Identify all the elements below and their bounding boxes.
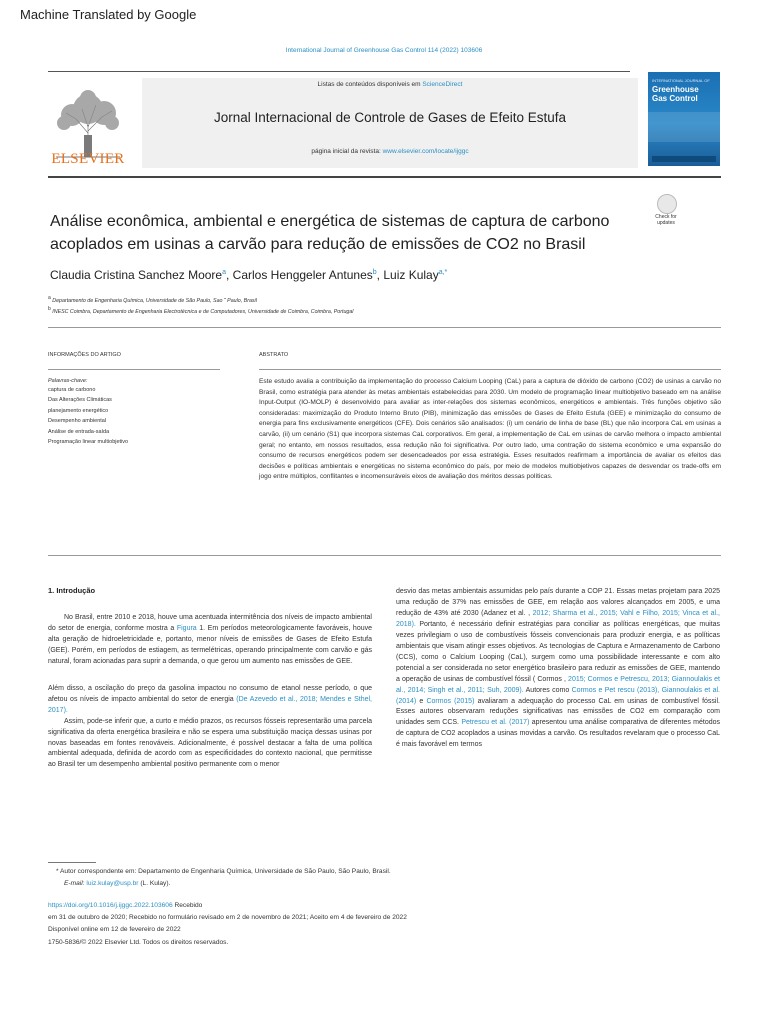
abstract-bottom-rule (48, 555, 721, 556)
email-link[interactable]: luiz.kulay@usp.br (86, 880, 139, 887)
author-affil-sup[interactable]: a (222, 269, 226, 276)
article-title: Análise econômica, ambiental e energética de sistemas de captura de carbono acoplados em usinas a carvão para redução de emissões de CO2 no Brasil (50, 213, 610, 253)
doi-line (48, 902, 202, 909)
keyword-item: Desempenho ambiental (48, 418, 107, 424)
affiliation-text: Departamento de Engenharia Química, Universidade de São Paulo, Sao ˜ Paulo, Brasil (52, 297, 257, 304)
copyright-line: 1750-5836/© 2022 Elsevier Ltd. Todos os direitos reservados. (48, 939, 229, 946)
abstract-label: ABSTRATO (259, 352, 289, 358)
abstract-text: Este estudo avalia a contribuição da implementação do processo Calcium Looping (CaL) para a captura de dióxido de carbono (CO2) de usinas a carvão no Brasil, como estratégia para atender às metas ambientais estabelecidas para 2030. Um modelo de programação linear multiobjetivo baseado em na análise Input-Output (IO-MOLP) é desenvolvido para avaliar as inter-relações dos sistemas econômicos, energéticos e ambientais. Três funções objetivo são consideradas: maximização do Produto Interno Bruto (PIB), minimização das emissões de Gases de Efeito Estufa (GEE) e minimização do consumo de energia para fins exclusivamente energéticos (CFE). Dois cenários são analisados: (i) um cenário de linha de base (BL) que não incorpora CaL em usinas a carvão, (ii) um cenário (S1) que incorpora sistemas CaL corporativos. Em geral, a implementação de CaL em usinas de carvão melhora o impacto ambiental geral; no entanto, em nossos resultados, essa redução não foi significativa. Por outro lado, uma contração do sistema econômico e uma expansão do consumo de recursos energéticos podem ser desencadeados por essa estratégia. Esses resultados reafirmam a importância de avaliar os efeitos das decisões e políticas ambientais e energéticas no sistema econômico do país, por meio de modelos multiobjetivos capazes de desvendar os trade-offs em jogo entre múltiplos, conflitantes e incomensuráveis eixos de avaliação dos méritos dessas políticas. (259, 378, 721, 481)
keyword-item: captura de carbono (48, 387, 96, 393)
keywords-label: Palavras-chave: (48, 378, 88, 384)
author-name[interactable]: Claudia Cristina Sanchez Moore (50, 268, 223, 282)
paragraph-text: No Brasil, entre 2010 e 2018, houve uma acentuada intermitência dos níveis de impacto ambiental do setor de energia, conforme mostra a (48, 614, 372, 632)
author-affil-sup[interactable]: b (372, 269, 377, 276)
doi-suffix: Recebido (172, 902, 203, 909)
citation-link[interactable]: Cormos (2015) (426, 697, 475, 705)
affiliation-rule (48, 327, 721, 328)
elsevier-wordmark: ELSEVIER (51, 151, 125, 167)
paragraph-text: Autores como (523, 686, 572, 694)
header-top-rule (48, 71, 630, 72)
cover-footer-band (652, 156, 716, 162)
paragraph-text: apresentou uma análise comparativa de diferentes métodos de captura de CO2 acoplados a usinas movidas a carvão. Os resultados revelaram que o processo CaL é mais favorável em termos (396, 719, 720, 749)
intro-paragraph-2 (48, 684, 372, 717)
affiliation-sup: b (48, 306, 51, 312)
header-bottom-rule (48, 176, 721, 178)
check-updates-line1: Check for (655, 214, 677, 220)
affiliation-sup: a (48, 295, 51, 301)
keyword-item: planejamento energético (48, 408, 109, 414)
contents-prefix: Listas de conteúdos disponíveis em (317, 81, 423, 88)
sciencedirect-link[interactable]: ScienceDirect (422, 81, 463, 88)
author-name[interactable]: Luiz Kulay (383, 268, 439, 282)
article-info-rule (48, 369, 220, 370)
cover-title: Greenhouse Gas Control (652, 85, 699, 103)
available-online-line: Disponível online em 12 de fevereiro de 2022 (48, 926, 181, 933)
citation-link[interactable]: 2012; Sharma et al., 2015; Vahl e Filho, 2015; Vinca et al., 2018). (396, 609, 720, 628)
keyword-item: Das Alterações Climáticas (48, 397, 112, 403)
keyword-item: Análise de entrada-saída (48, 429, 110, 435)
journal-name: Jornal Internacional de Controle de Gases de Efeito Estufa (214, 110, 566, 125)
email-line (64, 880, 170, 887)
email-suffix: (L. Kulay). (138, 880, 171, 887)
paragraph-text: e (416, 697, 427, 705)
machine-translated-banner: Machine Translated by Google (20, 7, 197, 22)
email-label: E-mail: (64, 880, 87, 887)
citation-link[interactable]: 2015; Cormos e Petrescu, 2013; Giannoulakis et al., 2014; Singh et al., 2011; Suh, 2009). (396, 675, 720, 694)
article-info-label: INFORMAÇÕES DO ARTIGO (48, 352, 121, 358)
journal-reference-link[interactable]: International Journal of Greenhouse Gas Control 114 (2022) 103606 (285, 47, 483, 54)
intro-paragraph-3: Assim, pode-se inferir que, a curto e médio prazos, os recursos fósseis representarão uma parcela significativa da oferta energética brasileira e não se espera uma substituição maciça dessas usinas por novas baseadas em fontes renováveis. Adicionalmente, é possível destacar a falta de uma política ambiental adequada, definida de acordo com as especificidades do contexto nacional, que permitisse ao Brasil ter um desempenho ambiental positivo permanente com o menor (48, 717, 372, 769)
check-updates-line2: updates (657, 220, 675, 226)
cover-band (648, 112, 720, 142)
keyword-item: Programação linear multiobjetivo (48, 439, 129, 445)
paragraph-text: desvio das metas ambientais assumidas pelo país durante a COP 21. Essas metas projetam para 2025 uma redução de 37% nas emissões de GEE, em relação aos valores alcançados em 2005, e uma redução de 43% até 2030 (Adanez et al. , (396, 588, 720, 617)
affiliation-b (48, 306, 353, 315)
check-for-updates-badge[interactable] (648, 192, 684, 232)
footnote-rule (48, 862, 96, 863)
journal-cover-image (648, 72, 720, 166)
section-heading-introduction: 1. Introdução (48, 586, 96, 595)
affiliation-text: INESC Coimbra, Departamento de Engenharia Electrotécnica e de Computadores, Universidade de Coimbra, Coimbra, Portugal (52, 308, 354, 315)
intro-right-column (396, 587, 720, 751)
cover-top-text: INTERNATIONAL JOURNAL OF (652, 78, 710, 83)
author-list: Claudia Cristina Sanchez Moore$^a$, Carlos Henggeler Antunes$^b$, Luiz Kulay$^{a,*}$ (50, 268, 448, 282)
journal-homepage-line (142, 148, 638, 155)
paragraph-text: Portanto, é necessário definir estratégias para conciliar as políticas energéticas, que muitas vezes privilegiam o uso de combustíveis fósseis convencionais para produzir energia, e as políticas ambientais que visam atingir esses objetivos. As tecnologias de Captura e Armazenamento de Carbono (CCS), como o Calcium Looping (CaL), surgem como uma possibilidade interessante e com alto potencial a ser considerada no setor energético brasileiro para reduzir as emissões de GEE, mantendo a operação de usinas de combustível fóssil ( Cormos , (396, 620, 720, 683)
intro-paragraph-1 (48, 613, 372, 668)
doi-link[interactable]: https://doi.org/10.1016/j.ijggc.2022.103606 (48, 902, 173, 909)
author-affil-sup[interactable]: a,* (438, 269, 448, 276)
affiliation-a (48, 295, 257, 304)
received-dates-line: em 31 de outubro de 2020; Recebido no formulário revisado em 2 de novembro de 2021; Aceito em 4 de fevereiro de 2022 (48, 914, 407, 921)
corresponding-author-note: * Autor correspondente em: Departamento de Engenharia Química, Universidade de São Paulo, São Paulo, Brasil. (56, 868, 391, 875)
intro-left-column (48, 613, 372, 771)
citation-link[interactable]: Petrescu et al. (2017) (461, 719, 530, 727)
abstract-rule (259, 369, 721, 370)
paragraph-text: avaliaram a adequação do processo CaL em usinas de combustível fóssil. Esses autores observaram reduções significativas nas emissões de CO2 em comparação com unidades sem CCS. (396, 697, 720, 727)
journal-homepage-link[interactable]: www.elsevier.com/locate/ijggc (382, 148, 469, 155)
homepage-prefix: página inicial da revista: (311, 148, 383, 155)
citation-link[interactable]: Cormos e Pet rescu (2013), Giannoulakis et al. (2014) (396, 686, 720, 705)
contents-available-line (142, 81, 638, 88)
paragraph-text: 1. Em períodos meteorologicamente favoráveis, houve alta geração de hidroeletricidade e, portanto, menor níveis de emissões de Gases de Efeito Estufa (GEE). Porém, em períodos de estiagem, as termelétricas, operando principalmente com carvão e gás natural, foram acionadas para suprir a demanda, o que gerou um aumento nas emissões de GEE. (48, 624, 372, 665)
check-updates-icon (657, 194, 677, 214)
citation-link[interactable]: (De Azevedo et al., 2018; Mendes e Sthel, 2017). (48, 695, 372, 714)
check-updates-text (648, 214, 684, 226)
paragraph-text: Além disso, a oscilação do preço da gasolina impactou no consumo de etanol nesse período, o que afetou os níveis de impacto ambiental do setor de energia (48, 684, 372, 703)
author-name[interactable]: Carlos Henggeler Antunes (232, 268, 373, 282)
figure-1-link[interactable]: Figura (176, 624, 197, 632)
